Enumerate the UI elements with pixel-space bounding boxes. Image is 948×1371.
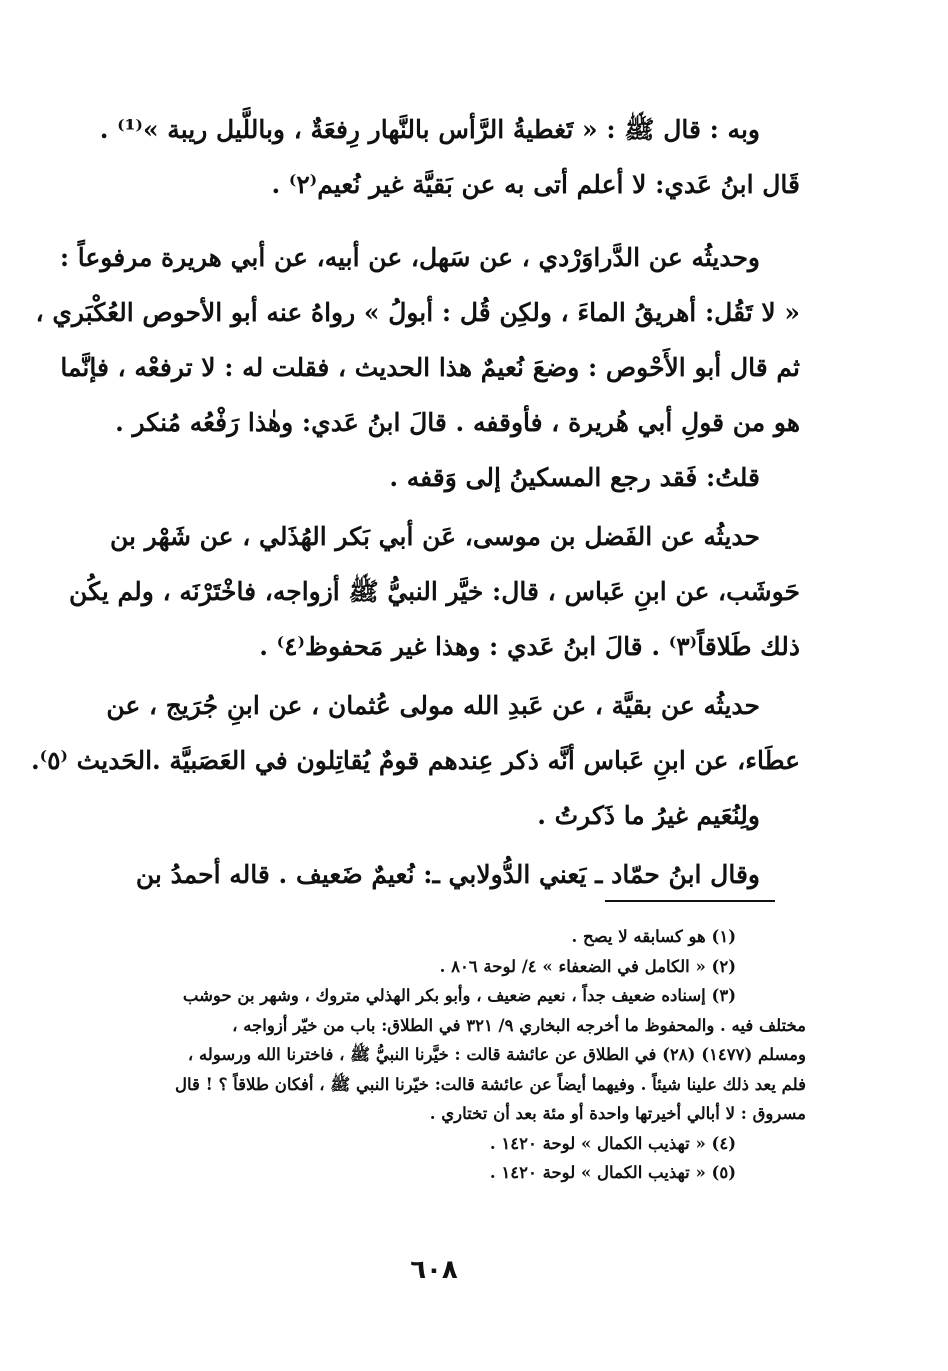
text-line: ذلك طَلاقاً⁽٣⁾ . قالَ ابنُ عَدي : وهذا غير مَحفوظ⁽٤⁾ .: [259, 632, 800, 661]
main-text: [30, 102, 800, 902]
text-line: ولِنُعَيم غيرُ ما ذَكرتُ .: [537, 801, 760, 830]
text-line: وحديثُه عن الدَّراوَرْدي ، عن سَهل، عن أبيه، عن أبي هريرة مرفوعاً :: [59, 243, 760, 272]
footnote: (٤) « تهذيب الكمال » لوحة ١٤٢٠ .: [489, 1133, 736, 1153]
text-line: حَوشَب، عن ابنِ عَباس ، قال: خيَّر النبيُّ ﷺ أزواجه، فاخْتَرْنَه ، ولم يكُن: [69, 577, 800, 606]
text-line: « لا تَقُل: أهريقُ الماءَ ، ولكِن قُل : أبولُ » رواهُ عنه أبو الأحوص العُكْبَري ،: [35, 298, 800, 327]
text-line: حديثُه عن بقيَّة ، عن عَبدِ الله مولى عُثمان ، عن ابنِ جُرَيج ، عن: [106, 691, 760, 720]
footnote: (٥) « تهذيب الكمال » لوحة ١٤٢٠ .: [489, 1163, 736, 1182]
footnote-continuation: مسروق : لا أبالي أخيرتها واحدة أو مئة بعد أن تختاري .: [429, 1104, 806, 1123]
text-line: وبه : قال ﷺ : « تَغطيةُ الرَّأس بالنَّهار رِفعَةٌ ، وباللَّيل ريبة »⁽¹⁾ .: [99, 115, 760, 144]
footnotes: [118, 922, 806, 1188]
text-line: هو من قولِ أبي هُريرة ، فأوقفه . قالَ ابنُ عَدي: وهٰذا رَفْعُه مُنكر .: [115, 408, 800, 437]
text-line: عطَاء، عن ابنِ عَباس أنَّه ذكر عِندهم قومٌ يُقاتِلون في العَصَبيَّة .الحَديث ⁽٥⁾.: [30, 746, 800, 775]
text-line: قَال ابنُ عَدي: لا أعلم أتى به عن بَقيَّة غير نُعيم⁽٢⁾ .: [271, 170, 800, 199]
footnote-continuation: ومسلم (١٤٧٧) (٢٨) في الطلاق عن عائشة قالت : خيَّرنا النبيُّ ﷺ ، فاخترنا الله ورسوله ،: [187, 1045, 806, 1064]
text-line: ثم قال أبو الأَحْوص : وضعَ نُعيمٌ هذا الحديث ، فقلت له : لا ترفعْه ، فإنَّما: [60, 353, 800, 382]
footnote: (١) هو كسابقه لا يصح .: [571, 927, 736, 946]
page-number: ٦٠٨: [410, 1255, 458, 1285]
text-line: قلتُ: فَقد رجع المسكينُ إلى وَقفه .: [389, 463, 760, 492]
footnote: (٢) « الكامل في الضعفاء » ٤/ لوحة ٨٠٦ .: [439, 956, 736, 976]
footnote-separator: [605, 900, 775, 902]
text-line: حديثُه عن الفَضل بن موسى، عَن أبي بَكر الهُذَلي ، عن شَهْر بن: [109, 522, 760, 551]
text-line: وقال ابنُ حمّاد ـ يَعني الدُّولابي ـ: نُعيمٌ ضَعيف . قاله أحمدُ بن: [135, 860, 760, 889]
footnote-continuation: مختلف فيه . والمحفوظ ما أخرجه البخاري ٩/ ٣٢١ في الطلاق: باب من خيّر أزواجه ،: [232, 1015, 806, 1035]
footnote: (٣) إسناده ضعيف جداً ، نعيم ضعيف ، وأبو بكر الهذلي متروك ، وشهر بن حوشب: [182, 986, 736, 1005]
footnote-continuation: فلم يعد ذلك علينا شيئاً . وفيهما أيضاً عن عائشة قالت: خيّرنا النبي ﷺ ، أفكان طلاقاً ؟ ! قال: [174, 1074, 806, 1094]
